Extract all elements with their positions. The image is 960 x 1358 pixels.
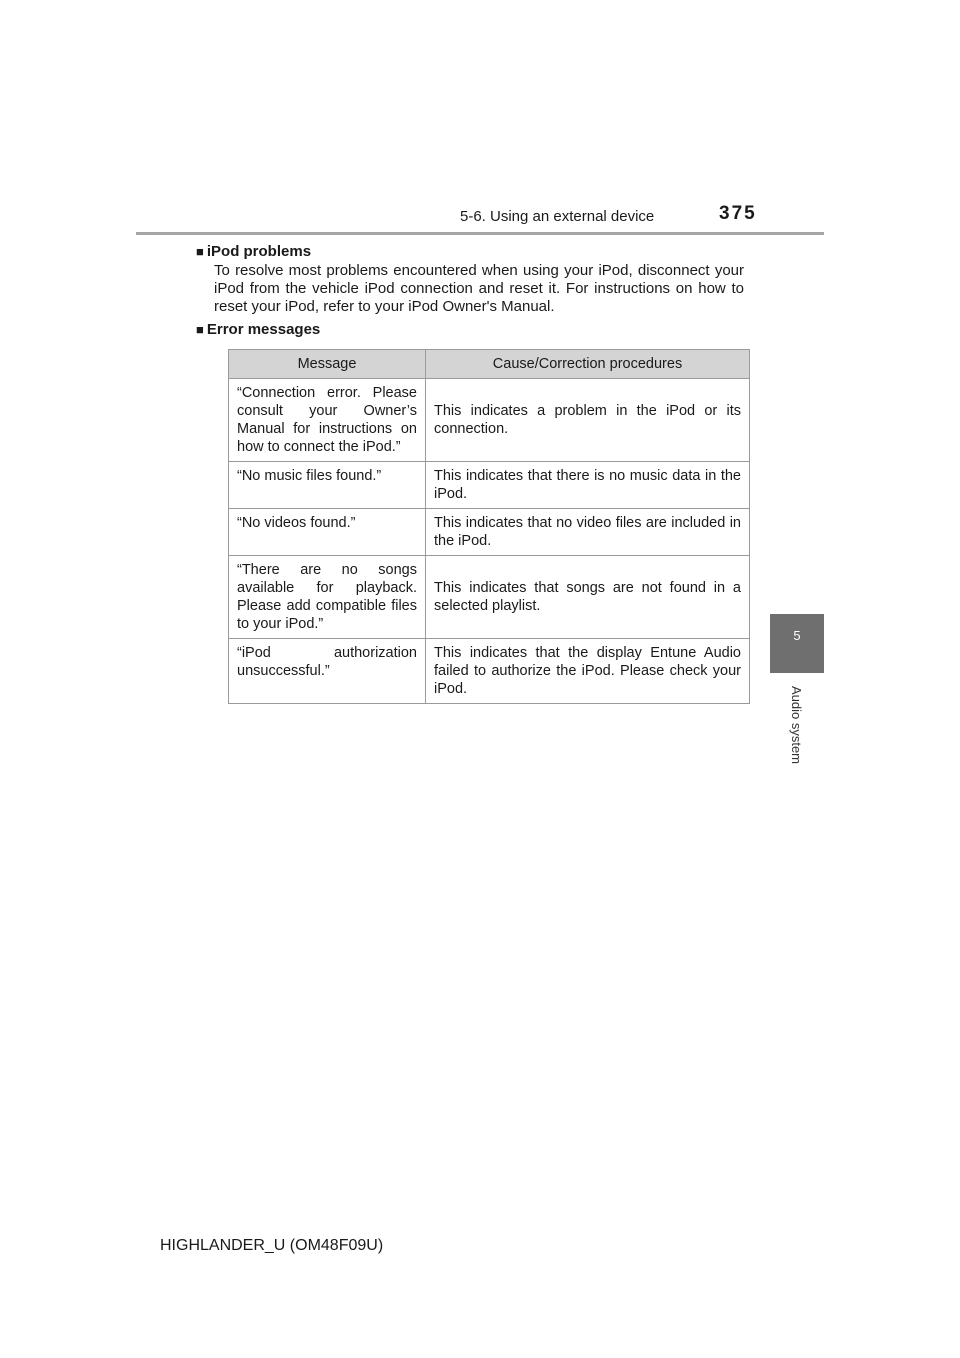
cause-cell: This indicates that no video files are included in the iPod.	[426, 509, 750, 556]
cause-cell: This indicates a problem in the iPod or its connection.	[426, 379, 750, 462]
column-header-cause: Cause/Correction procedures	[426, 350, 750, 379]
page-number: 375	[719, 203, 757, 224]
ipod-problems-heading	[196, 243, 311, 260]
cause-cell: This indicates that songs are not found in a selected playlist.	[426, 556, 750, 639]
chapter-number: 5	[793, 628, 801, 643]
table-row	[229, 556, 750, 639]
cause-cell: This indicates that there is no music data in the iPod.	[426, 462, 750, 509]
table-row	[229, 639, 750, 704]
table-header-row	[229, 350, 750, 379]
chapter-tab	[770, 614, 824, 673]
ipod-problems-body: To resolve most problems encountered when using your iPod, disconnect your iPod from the vehicle iPod connection and reset it. For instructions on how to reset your iPod, refer to your iPod Owner's Manual.	[214, 262, 744, 315]
header-divider	[136, 232, 824, 235]
error-messages-heading	[196, 321, 320, 338]
table-row	[229, 379, 750, 462]
square-bullet-icon: ■	[196, 322, 204, 337]
section-title: 5-6. Using an external device	[460, 208, 655, 225]
message-cell: “There are no songs available for playback. Please add compatible files to your iPod.”	[229, 556, 426, 639]
table-row	[229, 509, 750, 556]
ipod-problems-heading-text: iPod problems	[206, 243, 312, 260]
chapter-label-container	[780, 680, 804, 770]
square-bullet-icon: ■	[196, 244, 204, 259]
message-cell: “No music files found.”	[229, 462, 426, 509]
message-cell: “No videos found.”	[229, 509, 426, 556]
chapter-label: Audio system	[789, 685, 804, 765]
cause-cell: This indicates that the display Entune Audio failed to authorize the iPod. Please check your iPod.	[426, 639, 750, 704]
error-messages-heading-text: Error messages	[206, 321, 321, 338]
message-cell: “Connection error. Please consult your Owner’s Manual for instructions on how to connect the iPod.”	[229, 379, 426, 462]
column-header-message: Message	[229, 350, 426, 379]
error-messages-table	[228, 349, 750, 704]
footer-model-code: HIGHLANDER_U (OM48F09U)	[160, 1237, 384, 1254]
message-cell: “iPod authorization unsuccessful.”	[229, 639, 426, 704]
table-row	[229, 462, 750, 509]
